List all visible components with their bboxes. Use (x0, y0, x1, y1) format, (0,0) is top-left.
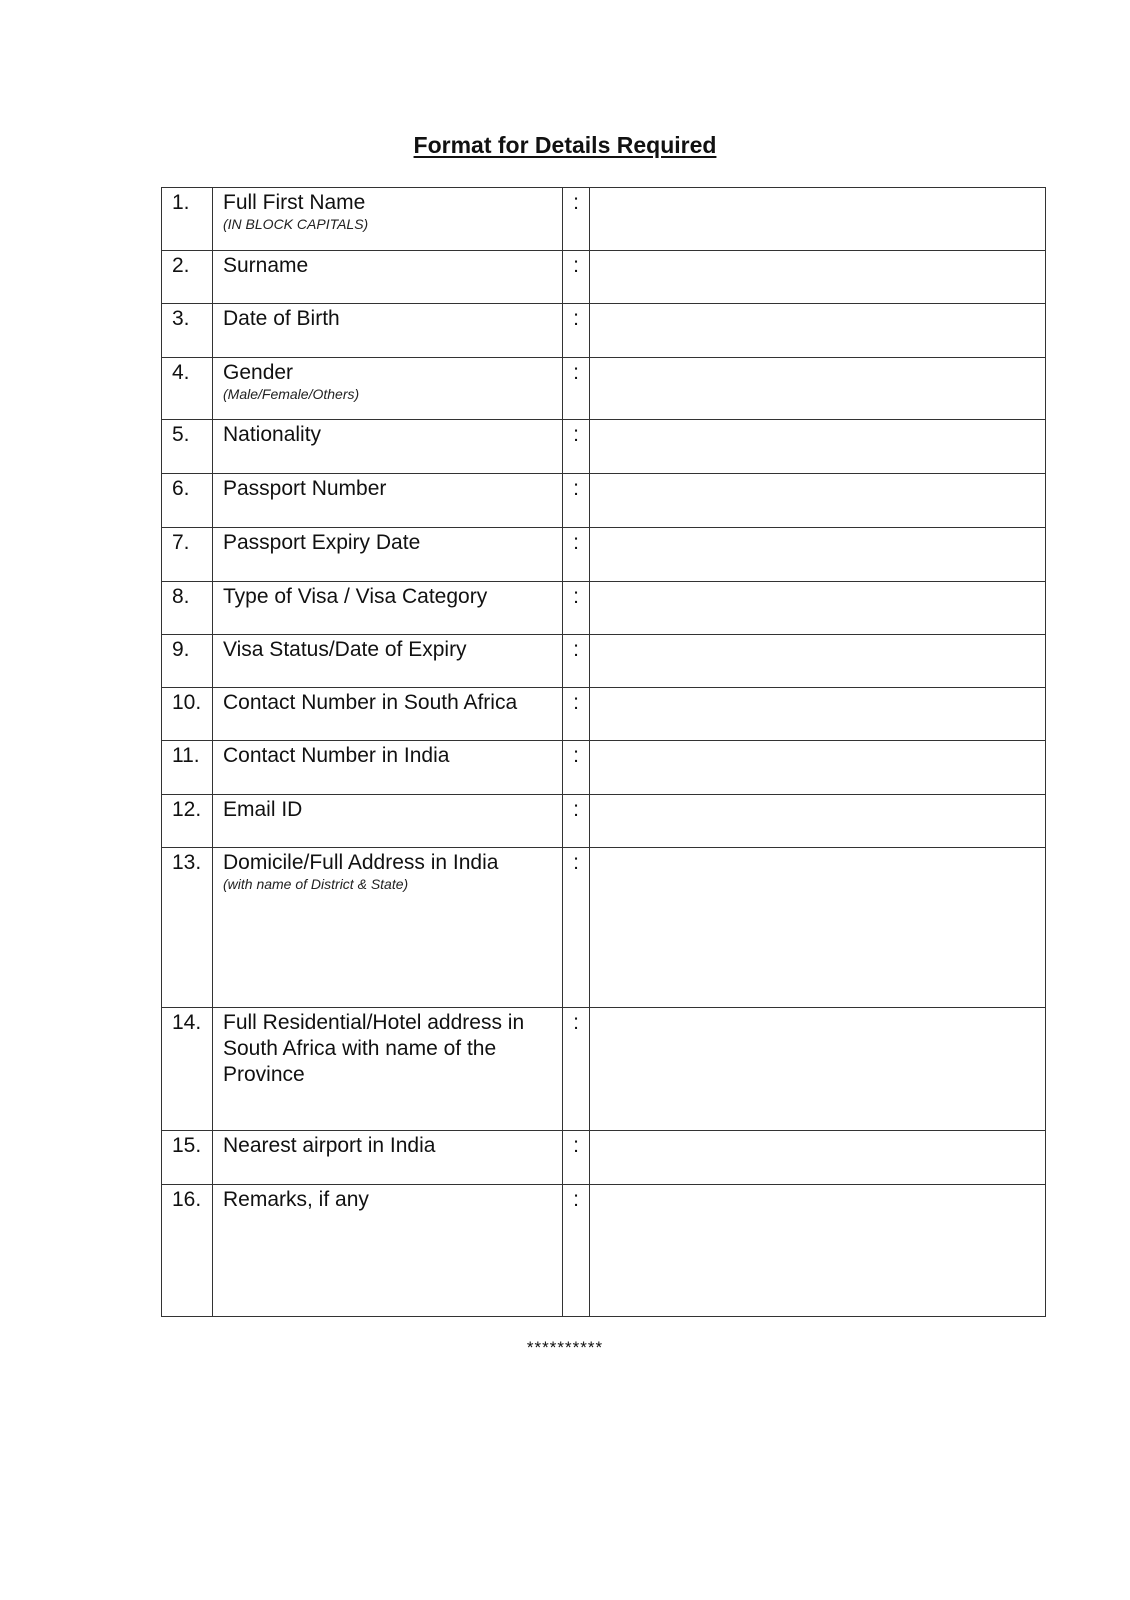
form-row-nationality (162, 420, 1046, 474)
row-number: 5. (162, 420, 213, 474)
field-label: Nearest airport in India (223, 1134, 436, 1157)
field-label: Domicile/Full Address in India (223, 851, 499, 874)
form-row-contact-south-africa (162, 688, 1046, 741)
row-number: 10. (162, 688, 213, 741)
field-label: Date of Birth (223, 307, 340, 330)
field-hint: (Male/Female/Others) (223, 386, 360, 402)
field-label-cell (213, 741, 563, 795)
form-row-first-name (162, 188, 1046, 251)
colon-separator: : (563, 358, 590, 420)
field-label: Contact Number in South Africa (223, 691, 518, 714)
field-label-cell (213, 358, 563, 420)
form-row-address-india (162, 848, 1046, 1008)
field-label: Remarks, if any (223, 1188, 369, 1211)
field-label: Passport Expiry Date (223, 531, 421, 554)
value-cell-visa-status[interactable] (590, 635, 1046, 688)
field-label-cell (213, 1185, 563, 1317)
form-row-passport-expiry (162, 528, 1046, 582)
field-label-cell (213, 635, 563, 688)
field-hint: (with name of District & State) (223, 876, 409, 892)
value-cell-address-south-africa[interactable] (590, 1008, 1046, 1131)
row-number: 2. (162, 251, 213, 304)
field-label-cell (213, 582, 563, 635)
value-cell-nearest-airport[interactable] (590, 1131, 1046, 1185)
colon-separator: : (563, 795, 590, 848)
field-label: Type of Visa / Visa Category (223, 585, 488, 608)
row-number: 7. (162, 528, 213, 582)
field-label: Full Residential/Hotel address in South Africa with name of the Province (223, 1011, 525, 1086)
field-label: Contact Number in India (223, 744, 450, 767)
form-row-remarks (162, 1185, 1046, 1317)
value-cell-contact-south-africa[interactable] (590, 688, 1046, 741)
field-hint: (IN BLOCK CAPITALS) (223, 216, 369, 232)
colon-separator: : (563, 582, 590, 635)
colon-separator: : (563, 420, 590, 474)
colon-separator: : (563, 635, 590, 688)
value-cell-address-india[interactable] (590, 848, 1046, 1008)
form-row-contact-india (162, 741, 1046, 795)
row-number: 11. (162, 741, 213, 795)
page-title: Format for Details Required (413, 132, 717, 158)
field-label-cell (213, 528, 563, 582)
row-number: 6. (162, 474, 213, 528)
form-row-date-of-birth (162, 304, 1046, 358)
field-label: Gender (223, 361, 294, 384)
colon-separator: : (563, 528, 590, 582)
field-label: Email ID (223, 798, 303, 821)
colon-separator: : (563, 848, 590, 1008)
colon-separator: : (563, 741, 590, 795)
form-row-nearest-airport (162, 1131, 1046, 1185)
row-number: 1. (162, 188, 213, 251)
field-label: Visa Status/Date of Expiry (223, 638, 467, 661)
field-label-cell (213, 688, 563, 741)
details-form-table (161, 187, 1046, 1317)
row-number: 13. (162, 848, 213, 1008)
form-row-email (162, 795, 1046, 848)
value-cell-first-name[interactable] (590, 188, 1046, 251)
value-cell-email[interactable] (590, 795, 1046, 848)
field-label-cell (213, 304, 563, 358)
end-of-form-marker: ********** (526, 1338, 604, 1357)
field-label: Passport Number (223, 477, 387, 500)
field-label-cell (213, 188, 563, 251)
colon-separator: : (563, 1008, 590, 1131)
value-cell-visa-type[interactable] (590, 582, 1046, 635)
form-row-surname (162, 251, 1046, 304)
row-number: 12. (162, 795, 213, 848)
field-label-cell (213, 420, 563, 474)
field-label: Full First Name (223, 191, 366, 214)
field-label-cell (213, 251, 563, 304)
value-cell-nationality[interactable] (590, 420, 1046, 474)
colon-separator: : (563, 688, 590, 741)
row-number: 14. (162, 1008, 213, 1131)
field-label-cell (213, 848, 563, 1008)
row-number: 16. (162, 1185, 213, 1317)
colon-separator: : (563, 474, 590, 528)
value-cell-passport-expiry[interactable] (590, 528, 1046, 582)
field-label-cell (213, 795, 563, 848)
form-row-visa-type (162, 582, 1046, 635)
value-cell-contact-india[interactable] (590, 741, 1046, 795)
row-number: 9. (162, 635, 213, 688)
value-cell-passport-number[interactable] (590, 474, 1046, 528)
row-number: 15. (162, 1131, 213, 1185)
colon-separator: : (563, 1185, 590, 1317)
form-row-address-south-africa (162, 1008, 1046, 1131)
value-cell-date-of-birth[interactable] (590, 304, 1046, 358)
colon-separator: : (563, 251, 590, 304)
colon-separator: : (563, 304, 590, 358)
field-label: Surname (223, 254, 309, 277)
form-row-passport-number (162, 474, 1046, 528)
field-label-cell (213, 1008, 563, 1131)
row-number: 3. (162, 304, 213, 358)
form-row-gender (162, 358, 1046, 420)
field-label-cell (213, 1131, 563, 1185)
colon-separator: : (563, 188, 590, 251)
field-label-cell (213, 474, 563, 528)
value-cell-surname[interactable] (590, 251, 1046, 304)
row-number: 4. (162, 358, 213, 420)
value-cell-gender[interactable] (590, 358, 1046, 420)
field-label: Nationality (223, 423, 322, 446)
colon-separator: : (563, 1131, 590, 1185)
row-number: 8. (162, 582, 213, 635)
value-cell-remarks[interactable] (590, 1185, 1046, 1317)
form-row-visa-status (162, 635, 1046, 688)
